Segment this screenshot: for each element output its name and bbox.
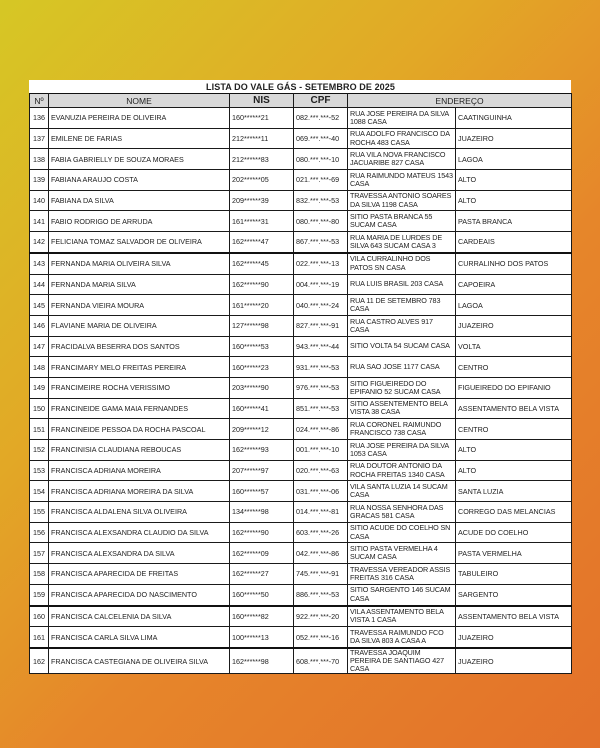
row-nis: 212******11	[230, 128, 294, 149]
row-bairro: PASTA VERMELHA	[456, 543, 572, 564]
row-nome: FRANCISCA ALEXSANDRA CLAUDIO DA SILVA	[49, 522, 230, 543]
row-endereco: RUA RAIMUNDO MATEUS 1543 CASA	[348, 170, 456, 191]
table-body	[30, 108, 572, 674]
row-nis: 162******09	[230, 543, 294, 564]
row-bairro: CARDEAIS	[456, 232, 572, 253]
row-bairro: CENTRO	[456, 357, 572, 378]
row-cpf: 827.***.***-91	[294, 315, 348, 336]
row-bairro: JUAZEIRO	[456, 648, 572, 674]
row-cpf: 886.***.***-53	[294, 584, 348, 605]
beneficiary-table	[29, 80, 572, 674]
row-number: 154	[30, 481, 49, 502]
row-nome: FRANCISCA CARLA SILVA LIMA	[49, 627, 230, 648]
row-endereco: VILA SANTA LUZIA 14 SUCAM CASA	[348, 481, 456, 502]
row-endereco: SITIO PASTA VERMELHA 4 SUCAM CASA	[348, 543, 456, 564]
table-row	[30, 295, 572, 316]
row-number: 160	[30, 606, 49, 627]
row-cpf: 001.***.***-10	[294, 440, 348, 461]
row-cpf: 014.***.***-81	[294, 502, 348, 523]
row-nome: FRANCIMEIRE ROCHA VERISSIMO	[49, 377, 230, 398]
row-nome: FRANCISCA ADRIANA MOREIRA	[49, 460, 230, 481]
row-number: 138	[30, 149, 49, 170]
header-nis: NIS	[230, 94, 294, 108]
row-number: 148	[30, 357, 49, 378]
table-row	[30, 606, 572, 627]
row-cpf: 922.***.***-20	[294, 606, 348, 627]
header-endereco: ENDEREÇO	[348, 94, 572, 108]
table-row	[30, 315, 572, 336]
row-number: 162	[30, 648, 49, 674]
table-row	[30, 460, 572, 481]
row-nis: 203******90	[230, 377, 294, 398]
row-cpf: 031.***.***-06	[294, 481, 348, 502]
table-row	[30, 522, 572, 543]
row-nome: FRANCINISIA CLAUDIANA REBOUCAS	[49, 440, 230, 461]
row-endereco: RUA 11 DE SETEMBRO 783 CASA	[348, 295, 456, 316]
row-nome: FRANCISCA ADRIANA MOREIRA DA SILVA	[49, 481, 230, 502]
row-cpf: 943.***.***-44	[294, 336, 348, 357]
row-bairro: TABULEIRO	[456, 564, 572, 585]
row-endereco: SITIO VOLTA 54 SUCAM CASA	[348, 336, 456, 357]
row-nis: 162******93	[230, 440, 294, 461]
table-row	[30, 232, 572, 253]
row-cpf: 052.***.***-16	[294, 627, 348, 648]
table-row	[30, 502, 572, 523]
row-nome: FRANCISCA APARECIDA DO NASCIMENTO	[49, 584, 230, 605]
table-row	[30, 253, 572, 274]
title-row	[30, 80, 572, 94]
table-row	[30, 481, 572, 502]
row-cpf: 004.***.***-19	[294, 274, 348, 295]
row-endereco: TRAVESSA ANTONIO SOARES DA SILVA 1198 CASA	[348, 190, 456, 211]
row-endereco: TRAVESSA JOAQUIM PEREIRA DE SANTIAGO 427 CASA	[348, 648, 456, 674]
table-row	[30, 128, 572, 149]
row-nis: 162******27	[230, 564, 294, 585]
row-endereco: RUA JOSE PEREIRA DA SILVA 1053 CASA	[348, 440, 456, 461]
row-number: 143	[30, 253, 49, 274]
row-endereco: VILA ASSENTAMENTO BELA VISTA 1 CASA	[348, 606, 456, 627]
row-bairro: SANTA LUZIA	[456, 481, 572, 502]
row-cpf: 069.***.***-40	[294, 128, 348, 149]
row-nome: FABIO RODRIGO DE ARRUDA	[49, 211, 230, 232]
row-endereco: SITIO ASSENTEMENTO BELA VISTA 38 CASA	[348, 398, 456, 419]
table-row	[30, 584, 572, 605]
row-cpf: 976.***.***-53	[294, 377, 348, 398]
row-number: 137	[30, 128, 49, 149]
row-number: 146	[30, 315, 49, 336]
table-row	[30, 419, 572, 440]
row-number: 149	[30, 377, 49, 398]
row-bairro: ASSENTAMENTO BELA VISTA	[456, 606, 572, 627]
row-bairro: JUAZEIRO	[456, 128, 572, 149]
row-nome: FRANCIMARY MELO FREITAS PEREIRA	[49, 357, 230, 378]
row-number: 152	[30, 440, 49, 461]
row-bairro: JUAZEIRO	[456, 627, 572, 648]
row-nis: 161******31	[230, 211, 294, 232]
row-bairro: LAGOA	[456, 295, 572, 316]
row-number: 155	[30, 502, 49, 523]
row-nome: FRACIDALVA BESERRA DOS SANTOS	[49, 336, 230, 357]
row-bairro: ACUDE DO COELHO	[456, 522, 572, 543]
row-number: 153	[30, 460, 49, 481]
row-endereco: RUA CASTRO ALVES 917 CASA	[348, 315, 456, 336]
list-title: LISTA DO VALE GÁS - SETEMBRO DE 2025	[206, 81, 395, 92]
row-endereco: RUA NOSSA SENHORA DAS GRACAS 581 CASA	[348, 502, 456, 523]
row-nis: 202******05	[230, 170, 294, 191]
row-number: 151	[30, 419, 49, 440]
vale-gas-list-sheet	[29, 80, 571, 674]
row-nis: 160******57	[230, 481, 294, 502]
row-endereco: RUA ADOLFO FRANCISCO DA ROCHA 483 CASA	[348, 128, 456, 149]
row-nome: FABIANA ARAUJO COSTA	[49, 170, 230, 191]
row-endereco: VILA CURRALINHO DOS PATOS SN CASA	[348, 253, 456, 274]
row-nome: FABIANA DA SILVA	[49, 190, 230, 211]
table-row	[30, 190, 572, 211]
row-cpf: 021.***.***-69	[294, 170, 348, 191]
row-nis: 160******23	[230, 357, 294, 378]
row-bairro: VOLTA	[456, 336, 572, 357]
row-nis: 209******12	[230, 419, 294, 440]
row-endereco: RUA MARIA DE LURDES DE SILVA 643 SUCAM CASA 3	[348, 232, 456, 253]
row-number: 141	[30, 211, 49, 232]
row-nome: FRANCISCA ALDALENA SILVA OLIVEIRA	[49, 502, 230, 523]
table-row	[30, 108, 572, 129]
row-cpf: 080.***.***-80	[294, 211, 348, 232]
row-nis: 162******47	[230, 232, 294, 253]
table-row	[30, 648, 572, 674]
row-cpf: 082.***.***-52	[294, 108, 348, 129]
row-number: 161	[30, 627, 49, 648]
row-nis: 212******83	[230, 149, 294, 170]
row-number: 147	[30, 336, 49, 357]
row-endereco: SITIO ACUDE DO COELHO SN CASA	[348, 522, 456, 543]
row-endereco: SITIO SARGENTO 146 SUCAM CASA	[348, 584, 456, 605]
row-cpf: 851.***.***-53	[294, 398, 348, 419]
row-nome: FABIA GABRIELLY DE SOUZA MORAES	[49, 149, 230, 170]
row-nome: FRANCISCA CASTEGIANA DE OLIVEIRA SILVA	[49, 648, 230, 674]
row-cpf: 080.***.***-10	[294, 149, 348, 170]
row-number: 157	[30, 543, 49, 564]
table-row	[30, 336, 572, 357]
row-nis: 162******90	[230, 274, 294, 295]
row-cpf: 024.***.***-86	[294, 419, 348, 440]
row-number: 144	[30, 274, 49, 295]
row-number: 136	[30, 108, 49, 129]
row-nis: 160******50	[230, 584, 294, 605]
row-cpf: 040.***.***-24	[294, 295, 348, 316]
row-bairro: CORREGO DAS MELANCIAS	[456, 502, 572, 523]
row-cpf: 867.***.***-53	[294, 232, 348, 253]
row-nome: FRANCISCA APARECIDA DE FREITAS	[49, 564, 230, 585]
row-nis: 160******41	[230, 398, 294, 419]
row-cpf: 022.***.***-13	[294, 253, 348, 274]
table-row	[30, 543, 572, 564]
row-cpf: 745.***.***-91	[294, 564, 348, 585]
row-number: 139	[30, 170, 49, 191]
row-nome: FRANCINEIDE GAMA MAIA FERNANDES	[49, 398, 230, 419]
row-endereco: RUA DOUTOR ANTONIO DA ROCHA FREITAS 1340 CASA	[348, 460, 456, 481]
row-nis: 100******13	[230, 627, 294, 648]
row-nome: EMILENE DE FARIAS	[49, 128, 230, 149]
row-endereco: RUA SAO JOSE 1177 CASA	[348, 357, 456, 378]
row-number: 150	[30, 398, 49, 419]
table-row	[30, 357, 572, 378]
row-nis: 162******98	[230, 648, 294, 674]
table-row	[30, 627, 572, 648]
row-bairro: JUAZEIRO	[456, 315, 572, 336]
row-number: 142	[30, 232, 49, 253]
row-bairro: ALTO	[456, 460, 572, 481]
row-number: 159	[30, 584, 49, 605]
row-endereco: SITIO PASTA BRANCA 55 SUCAM CASA	[348, 211, 456, 232]
row-nis: 162******90	[230, 522, 294, 543]
row-cpf: 608.***.***-70	[294, 648, 348, 674]
header-num: Nº	[30, 94, 49, 108]
table-row	[30, 170, 572, 191]
table-row	[30, 274, 572, 295]
header-nome: NOME	[49, 94, 230, 108]
row-bairro: ALTO	[456, 170, 572, 191]
row-endereco: RUA LUIS BRASIL 203 CASA	[348, 274, 456, 295]
table-row	[30, 377, 572, 398]
row-endereco: RUA VILA NOVA FRANCISCO JACUARIBE 827 CASA	[348, 149, 456, 170]
table-row	[30, 149, 572, 170]
row-nome: FERNANDA MARIA SILVA	[49, 274, 230, 295]
table-row	[30, 564, 572, 585]
row-endereco: TRAVESSA RAIMUNDO FCO DA SILVA 803 A CASA A	[348, 627, 456, 648]
table-row	[30, 211, 572, 232]
row-nis: 160******82	[230, 606, 294, 627]
row-bairro: ASSENTAMENTO BELA VISTA	[456, 398, 572, 419]
row-nome: FRANCISCA ALEXSANDRA DA SILVA	[49, 543, 230, 564]
row-bairro: CENTRO	[456, 419, 572, 440]
row-nome: FLAVIANE MARIA DE OLIVEIRA	[49, 315, 230, 336]
row-number: 140	[30, 190, 49, 211]
row-nis: 161******20	[230, 295, 294, 316]
row-bairro: LAGOA	[456, 149, 572, 170]
row-nis: 209******39	[230, 190, 294, 211]
row-endereco: RUA JOSE PEREIRA DA SILVA 1088 CASA	[348, 108, 456, 129]
table-row	[30, 440, 572, 461]
row-nome: FRANCISCA CALCELENIA DA SILVA	[49, 606, 230, 627]
row-nis: 127******98	[230, 315, 294, 336]
row-nome: FERNANDA MARIA OLIVEIRA SILVA	[49, 253, 230, 274]
row-cpf: 931.***.***-53	[294, 357, 348, 378]
row-bairro: ALTO	[456, 440, 572, 461]
header-row	[30, 94, 572, 108]
row-endereco: RUA CORONEL RAIMUNDO FRANCISCO 738 CASA	[348, 419, 456, 440]
row-bairro: FIGUEIREDO DO EPIFANIO	[456, 377, 572, 398]
row-number: 145	[30, 295, 49, 316]
row-bairro: CAATINGUINHA	[456, 108, 572, 129]
row-endereco: SITIO FIGUEIREDO DO EPIFANIO 52 SUCAM CASA	[348, 377, 456, 398]
row-nis: 207******97	[230, 460, 294, 481]
row-bairro: SARGENTO	[456, 584, 572, 605]
row-bairro: PASTA BRANCA	[456, 211, 572, 232]
row-cpf: 020.***.***-63	[294, 460, 348, 481]
row-nis: 160******53	[230, 336, 294, 357]
row-nome: EVANUZIA PEREIRA DE OLIVEIRA	[49, 108, 230, 129]
row-nis: 134******98	[230, 502, 294, 523]
row-cpf: 832.***.***-53	[294, 190, 348, 211]
table-row	[30, 398, 572, 419]
row-number: 158	[30, 564, 49, 585]
header-cpf: CPF	[294, 94, 348, 108]
row-bairro: ALTO	[456, 190, 572, 211]
row-nome: FERNANDA VIEIRA MOURA	[49, 295, 230, 316]
row-cpf: 603.***.***-26	[294, 522, 348, 543]
row-bairro: CURRALINHO DOS PATOS	[456, 253, 572, 274]
row-nis: 160******21	[230, 108, 294, 129]
row-nome: FELICIANA TOMAZ SALVADOR DE OLIVEIRA	[49, 232, 230, 253]
row-endereco: TRAVESSA VEREADOR ASSIS FREITAS 316 CASA	[348, 564, 456, 585]
row-number: 156	[30, 522, 49, 543]
row-bairro: CAPOEIRA	[456, 274, 572, 295]
row-nome: FRANCINEIDE PESSOA DA ROCHA PASCOAL	[49, 419, 230, 440]
row-cpf: 042.***.***-86	[294, 543, 348, 564]
row-nis: 162******45	[230, 253, 294, 274]
